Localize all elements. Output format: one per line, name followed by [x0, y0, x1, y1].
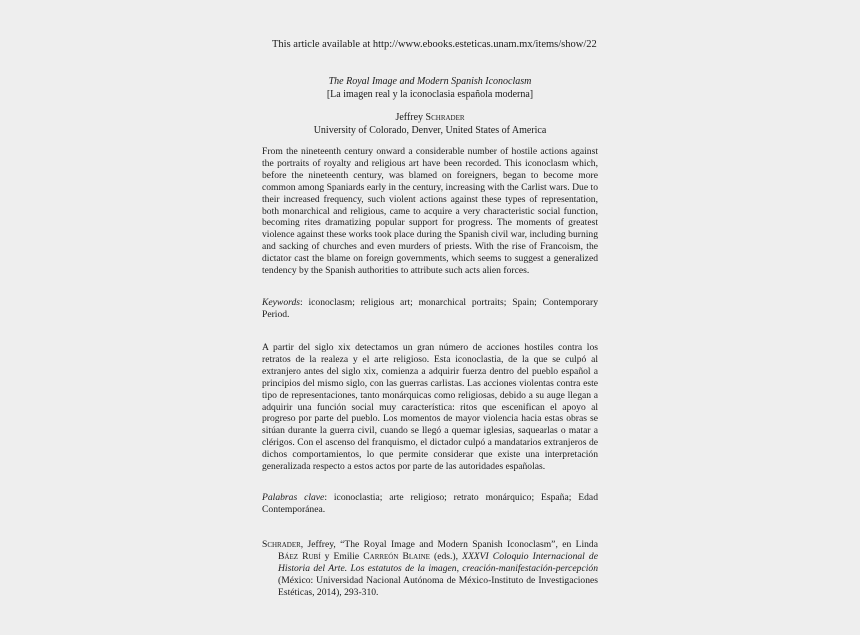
keywords-english-text: : iconoclasm; religious art; monarchical portraits; Spain; Contemporary Period. [262, 297, 598, 320]
citation-part2: y Emilie [320, 550, 364, 562]
citation-part3: (eds.), [429, 550, 463, 562]
availability-text: This article available at http://www.ebooks.esteticas.unam.mx/items/show/22 [272, 39, 597, 50]
citation-part1: , Jeffrey, “The Royal Image and Modern Spanish Iconoclasm”, en Linda [300, 539, 598, 550]
keywords-english-label: Keywords [262, 297, 301, 308]
article-title-spanish: [La imagen real y la iconoclasia española moderna] [326, 89, 534, 100]
availability-notice [272, 38, 612, 52]
citation-author: Schrader [262, 539, 301, 550]
keywords-english [262, 297, 598, 321]
keywords-spanish-text: : iconoclastia; arte religioso; retrato monárquico; España; Edad Contemporánea. [262, 492, 598, 515]
citation-book-title: XXXVI Coloquio Internacional de Historia del Arte. Los estatutos de la imagen, creación-manifestación-percepción [278, 550, 598, 574]
article-title-english: The Royal Image and Modern Spanish Iconoclasm [328, 76, 532, 87]
citation-editor1: Báez Rubí [278, 550, 321, 562]
author-affiliation: University of Colorado, Denver, United States of America [313, 125, 547, 136]
article-title-block [262, 75, 598, 101]
citation-part4: (México: Universidad Nacional Autónoma de México-Instituto de Investigaciones Estéticas, 2014), 293-310. [278, 574, 598, 598]
citation-editor2: Carreón Blaine [363, 550, 430, 562]
keywords-spanish-label: Palabras clave [262, 492, 325, 503]
author-block [262, 111, 598, 137]
citation [262, 539, 598, 599]
abstract-spanish: A partir del siglo xix detectamos un gran número de acciones hostiles contra los retratos de la realeza y el arte religioso. Esta iconoclastia, de la que se culpó al extranjero antes del siglo xix, comienza a adquirir fuerza dentro del pueblo español a principios del mismo siglo, con las guerras carlistas. Las acciones violentas contra este tipo de representaciones, tanto monárquicas como religiosas, debido a su auge llegan a adquirir una función social muy característica: ritos que escenifican el apoyo al progreso por parte del pueblo. Los momentos de mayor violencia hacia estas obras se sitúan durante la guerra civil, cuando se llegó a quemar iglesias, saquearlas o matar a clérigos. Con el ascenso del franquismo, el dictador culpó a mandatarios extranjeros de dichos comportamientos, lo que permite considerar que existe una interpretación generalizada respecto a estos actos por parte de las autoridades españolas. [262, 342, 598, 473]
keywords-spanish [262, 492, 598, 516]
author-name [262, 111, 598, 124]
abstract-english: From the nineteenth century onward a considerable number of hostile actions against the portraits of royalty and religious art have been recorded. This iconoclasm which, before the nineteenth century, was blamed on foreigners, began to become more common among Spaniards early in the century, increasing with the Carlist wars. Due to their increased frequency, such violent actions against these types of representation, both monarchical and religious, came to acquire a very characteristic social function, becoming rites dramatizing popular support for progress. The moments of greatest violence against these works took place during the Spanish civil war, including burning and sacking of churches and even murders of priests. With the rise of Francoism, the dictator cast the blame on foreign governments, which seems to suggest a generalized tendency by the Spanish authorities to attribute such acts alien forces. [262, 146, 598, 277]
author-last-name: Schrader [425, 112, 465, 123]
author-first-name: Jeffrey [395, 112, 424, 123]
